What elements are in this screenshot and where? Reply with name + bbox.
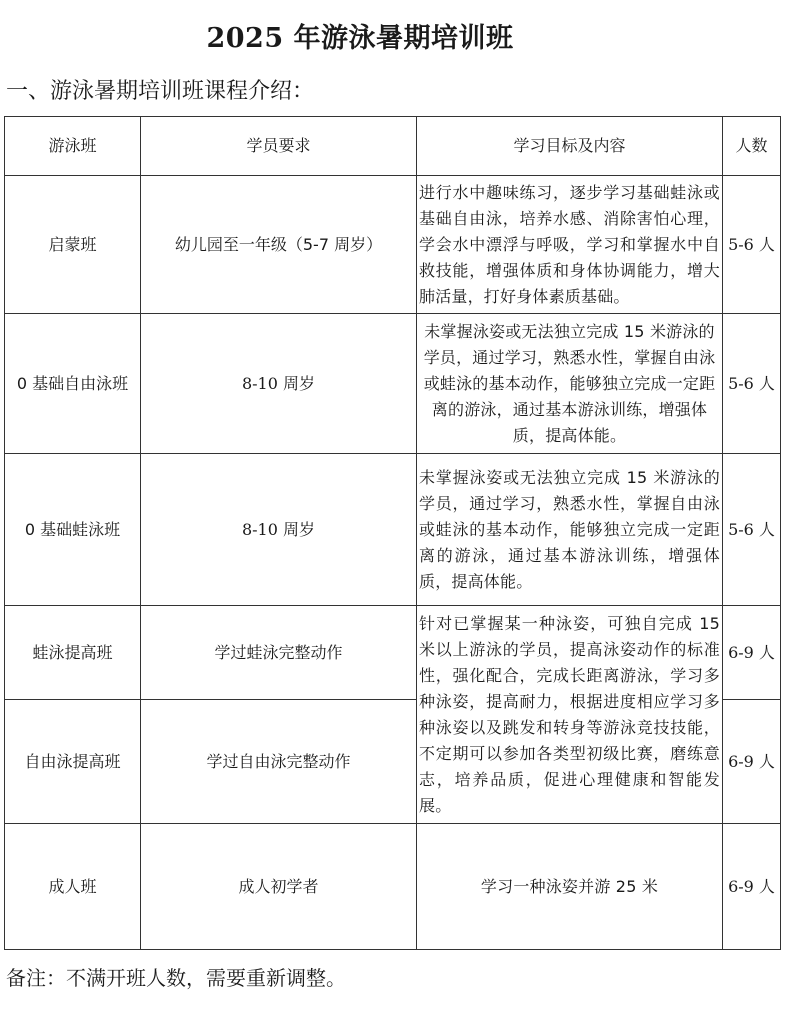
table-row — [5, 314, 781, 454]
cell-content-merged: 针对已掌握某一种泳姿，可独自完成 15 米以上游泳的学员，提高泳姿动作的标准性，强化配合，完成长距离游泳，学习多种泳姿，提高耐力，根据进度相应学习多种泳姿以及跳发和转身等游泳竞技技能，不定期可以参加各类型初级比赛，磨练意志，培养品质，促进心理健康和智能发展。 — [417, 606, 723, 824]
cell-count: 5-6 人 — [723, 176, 781, 314]
cell-class: 启蒙班 — [5, 176, 141, 314]
cell-count: 6-9 人 — [723, 606, 781, 700]
cell-requirement: 8-10 周岁 — [141, 314, 417, 454]
table-row — [5, 176, 781, 314]
course-table — [4, 116, 781, 950]
cell-count: 5-6 人 — [723, 314, 781, 454]
cell-class: 自由泳提高班 — [5, 700, 141, 824]
cell-requirement: 8-10 周岁 — [141, 454, 417, 606]
header-count: 人数 — [723, 117, 781, 176]
cell-requirement: 幼儿园至一年级（5-7 周岁） — [141, 176, 417, 314]
header-requirement: 学员要求 — [141, 117, 417, 176]
table-row — [5, 824, 781, 950]
cell-class: 0 基础蛙泳班 — [5, 454, 141, 606]
cell-content: 进行水中趣味练习，逐步学习基础蛙泳或基础自由泳，培养水感、消除害怕心理，学会水中漂浮与呼吸，学习和掌握水中自救技能，增强体质和身体协调能力，增大肺活量，打好身体素质基础。 — [417, 176, 723, 314]
cell-class: 0 基础自由泳班 — [5, 314, 141, 454]
cell-requirement: 学过蛙泳完整动作 — [141, 606, 417, 700]
cell-requirement: 学过自由泳完整动作 — [141, 700, 417, 824]
header-content: 学习目标及内容 — [417, 117, 723, 176]
table-header-row — [5, 117, 781, 176]
cell-class: 成人班 — [5, 824, 141, 950]
table-row — [5, 454, 781, 606]
cell-content: 未掌握泳姿或无法独立完成 15 米游泳的学员，通过学习，熟悉水性，掌握自由泳或蛙泳的基本动作，能够独立完成一定距离的游泳，通过基本游泳训练，增强体质，提高体能。 — [417, 454, 723, 606]
header-class: 游泳班 — [5, 117, 141, 176]
cell-count: 6-9 人 — [723, 700, 781, 824]
cell-content: 未掌握泳姿或无法独立完成 15 米游泳的学员，通过学习，熟悉水性，掌握自由泳或蛙泳的基本动作，能够独立完成一定距离的游泳，通过基本游泳训练，增强体质，提高体能。 — [417, 314, 723, 454]
table-row — [5, 606, 781, 700]
document-title: 2025 年游泳暑期培训班 — [206, 23, 514, 54]
cell-count: 6-9 人 — [723, 824, 781, 950]
section-heading: 一、游泳暑期培训班课程介绍： — [6, 79, 315, 104]
cell-content: 学习一种泳姿并游 25 米 — [417, 824, 723, 950]
cell-count: 5-6 人 — [723, 454, 781, 606]
cell-class: 蛙泳提高班 — [5, 606, 141, 700]
cell-requirement: 成人初学者 — [141, 824, 417, 950]
footer-note: 备注：不满开班人数，需要重新调整。 — [6, 966, 346, 990]
